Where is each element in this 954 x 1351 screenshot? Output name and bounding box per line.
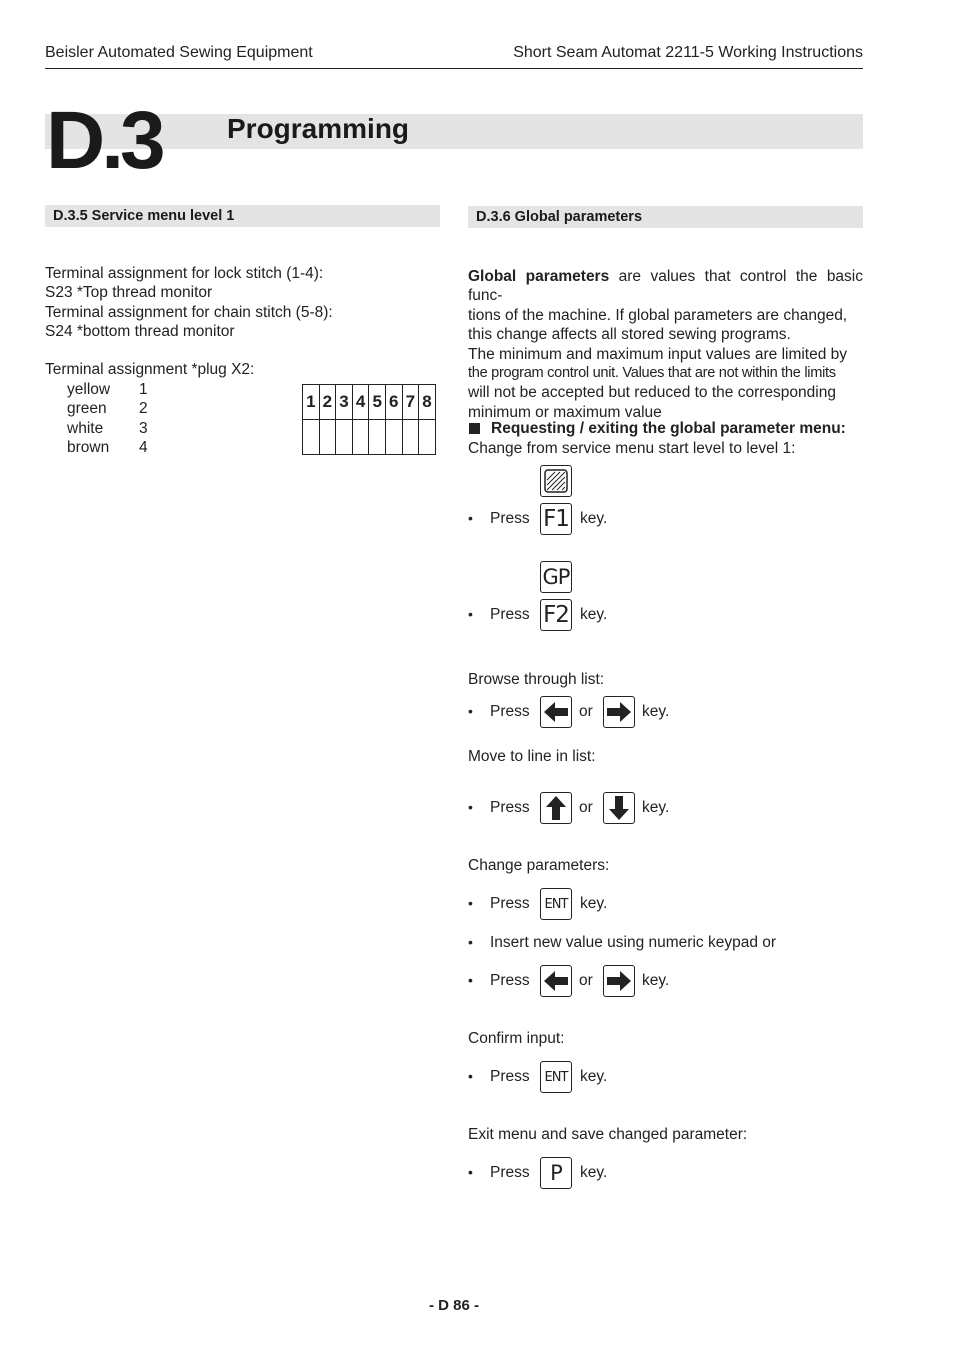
page-number: - D 86 -	[428, 1297, 479, 1314]
ent-key[interactable]: ENT	[540, 1061, 572, 1093]
arrow-left-icon	[543, 970, 569, 992]
color-name: yellow	[67, 381, 111, 398]
terminal-empty-cell	[419, 420, 436, 455]
bullet: •	[468, 1068, 473, 1084]
arrow-right-icon	[606, 970, 632, 992]
color-row	[67, 380, 148, 399]
chapter-title: Programming	[227, 113, 410, 144]
text-line: Terminal assignment for lock stitch (1-4):	[45, 265, 324, 282]
hatched-icon-key[interactable]	[540, 465, 572, 497]
hatched-square-icon	[544, 469, 568, 493]
intro-line: the program control unit. Values that are not within the limits	[468, 365, 836, 382]
header-right: Short Seam Automat 2211-5 Working Instructions	[513, 44, 863, 61]
arrow-left-icon	[543, 701, 569, 723]
left-arrow-key[interactable]	[540, 965, 572, 997]
f2-key[interactable]: F2	[540, 599, 572, 631]
arrow-down-icon	[608, 795, 630, 821]
press-label: Press	[490, 895, 530, 912]
header-left: Beisler Automated Sewing Equipment	[45, 44, 313, 61]
terminal-empty-cell	[352, 420, 369, 455]
key-label: key.	[642, 703, 670, 720]
terminal-cell: 7	[402, 385, 419, 420]
color-number: 2	[139, 400, 148, 418]
terminal-empty-cell	[303, 420, 320, 455]
global-params-intro	[468, 267, 863, 422]
exit-menu-text: Exit menu and save changed parameter:	[468, 1126, 748, 1143]
move-line-text: Move to line in list:	[468, 748, 596, 765]
intro-line	[468, 267, 863, 306]
square-bullet-icon	[469, 423, 480, 434]
bullet: •	[468, 895, 473, 911]
right-arrow-key[interactable]	[603, 965, 635, 997]
intro-line: will not be accepted but reduced to the corresponding	[468, 384, 836, 402]
text-line: S23 *Top thread monitor	[45, 284, 213, 302]
bullet: •	[468, 934, 473, 950]
insert-value-text: Insert new value using numeric keypad or	[490, 934, 777, 951]
header-rule	[45, 68, 863, 69]
key-label: key.	[642, 972, 670, 989]
color-row	[67, 419, 148, 438]
up-arrow-key[interactable]	[540, 792, 572, 824]
terminal-cell: 8	[419, 385, 436, 420]
intro-line: The minimum and maximum input values are limited by	[468, 345, 848, 363]
press-label: Press	[490, 606, 530, 623]
terminal-cell: 3	[336, 385, 353, 420]
terminal-empty-cell	[336, 420, 353, 455]
terminal-cell: 1	[303, 385, 320, 420]
color-row	[67, 399, 148, 418]
or-label: or	[579, 703, 593, 720]
section-heading-global-params: D.3.6 Global parameters	[468, 206, 863, 228]
bullet: •	[468, 510, 473, 526]
press-label: Press	[490, 510, 530, 527]
key-label: key.	[580, 1068, 608, 1085]
terminal-cell: 6	[385, 385, 402, 420]
chapter-code: D.3	[46, 95, 162, 186]
intro-line: this change affects all stored sewing programs.	[468, 326, 791, 344]
color-name: brown	[67, 439, 110, 457]
press-label: Press	[490, 703, 530, 720]
key-label: key.	[580, 606, 608, 623]
color-list	[67, 380, 148, 458]
terminal-cell: 2	[319, 385, 336, 420]
bullet: •	[468, 703, 473, 719]
terminal-cell: 5	[369, 385, 386, 420]
ent-key[interactable]: ENT	[540, 888, 572, 920]
intro-line: minimum or maximum value	[468, 403, 662, 421]
plug-label: Terminal assignment *plug X2:	[45, 361, 255, 378]
bullet: •	[468, 799, 473, 815]
confirm-text: Confirm input:	[468, 1030, 565, 1047]
color-name: white	[67, 419, 104, 437]
f1-key[interactable]: F1	[540, 503, 572, 535]
arrow-right-icon	[606, 701, 632, 723]
terminal-cell: 4	[352, 385, 369, 420]
terminal-table	[302, 384, 436, 455]
text-line: Terminal assignment for chain stitch (5-8):	[45, 303, 333, 321]
key-label: key.	[642, 799, 670, 816]
bullet: •	[468, 1164, 473, 1180]
color-name: green	[67, 400, 107, 418]
gp-key[interactable]: GP	[540, 561, 572, 593]
press-label: Press	[490, 972, 530, 989]
color-row	[67, 438, 148, 457]
terminal-empty-cell	[385, 420, 402, 455]
bullet: •	[468, 972, 473, 988]
browse-text: Browse through list:	[468, 671, 605, 688]
intro-bold: Global parameters	[468, 268, 610, 285]
right-arrow-key[interactable]	[603, 696, 635, 728]
bullet: •	[468, 606, 473, 622]
terminal-empty-cell	[319, 420, 336, 455]
intro-line-text: are values that control the basic func-	[468, 268, 864, 305]
arrow-up-icon	[545, 795, 567, 821]
section-heading-service-menu: D.3.5 Service menu level 1	[45, 205, 440, 227]
color-number: 1	[139, 381, 148, 398]
press-label: Press	[490, 1068, 530, 1085]
change-from-text: Change from service menu start level to level 1:	[468, 440, 796, 457]
press-label: Press	[490, 1164, 530, 1181]
left-arrow-key[interactable]	[540, 696, 572, 728]
terminal-empty-cell	[369, 420, 386, 455]
change-params-text: Change parameters:	[468, 857, 610, 874]
or-label: or	[579, 799, 593, 816]
key-label: key.	[580, 1164, 608, 1181]
chapter-title-bar	[45, 114, 863, 149]
text-line: S24 *bottom thread monitor	[45, 323, 235, 341]
key-label: key.	[580, 510, 608, 527]
color-number: 3	[139, 419, 148, 437]
terminal-empty-cell	[402, 420, 419, 455]
key-label: key.	[580, 895, 608, 912]
or-label: or	[579, 972, 593, 989]
request-heading: Requesting / exiting the global parameter menu:	[491, 420, 846, 437]
intro-line: tions of the machine. If global parameters are changed,	[468, 306, 848, 324]
press-label: Press	[490, 799, 530, 816]
terminal-assignment-text	[45, 264, 333, 342]
p-key[interactable]: P	[540, 1157, 572, 1189]
down-arrow-key[interactable]	[603, 792, 635, 824]
color-number: 4	[139, 439, 148, 457]
